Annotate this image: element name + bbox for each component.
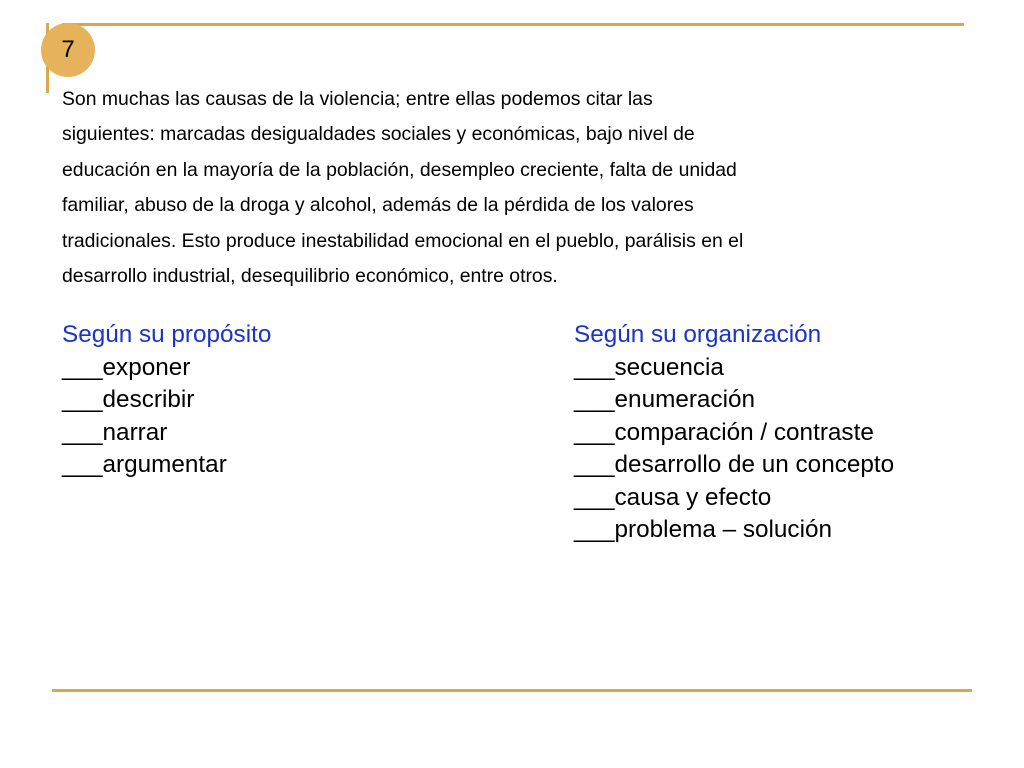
organization-option-causa-efecto: ___causa y efecto — [574, 483, 772, 511]
purpose-option-narrar: ___narrar — [62, 418, 168, 446]
passage-text — [62, 82, 962, 294]
organization-heading: Según su organización — [574, 321, 822, 348]
slide-number-badge — [41, 23, 95, 77]
organization-column — [574, 319, 894, 547]
organization-option-problema-solucion: ___problema – solución — [574, 516, 832, 543]
bottom-divider-line — [52, 689, 972, 692]
passage-line: Son muchas las causas de la violencia; entre ellas podemos citar las — [62, 88, 653, 110]
passage-line: desarrollo industrial, desequilibrio económico, entre otros. — [62, 265, 558, 288]
purpose-option-exponer: ___exponer — [62, 353, 191, 381]
passage-line: siguientes: marcadas desigualdades sociales y económicas, bajo nivel de — [62, 123, 695, 146]
purpose-option-argumentar: ___argumentar — [62, 451, 227, 478]
organization-option-enumeracion: ___enumeración — [574, 386, 756, 413]
purpose-option-describir: ___describir — [62, 386, 195, 413]
passage-line: tradicionales. Esto produce inestabilidad emocional en el pueblo, parálisis en el — [62, 229, 744, 252]
purpose-heading: Según su propósito — [62, 321, 272, 348]
organization-option-secuencia: ___secuencia — [574, 353, 724, 381]
slide-number: 7 — [61, 36, 75, 63]
passage-line: educación en la mayoría de la población, desempleo creciente, falta de unidad — [62, 158, 737, 181]
organization-option-desarrollo: ___desarrollo de un concepto — [574, 451, 895, 478]
organization-option-comparacion: ___comparación / contraste — [574, 418, 874, 446]
purpose-column — [62, 319, 271, 482]
passage-line: familiar, abuso de la droga y alcohol, además de la pérdida de los valores — [62, 194, 694, 217]
top-divider-line — [62, 23, 964, 26]
